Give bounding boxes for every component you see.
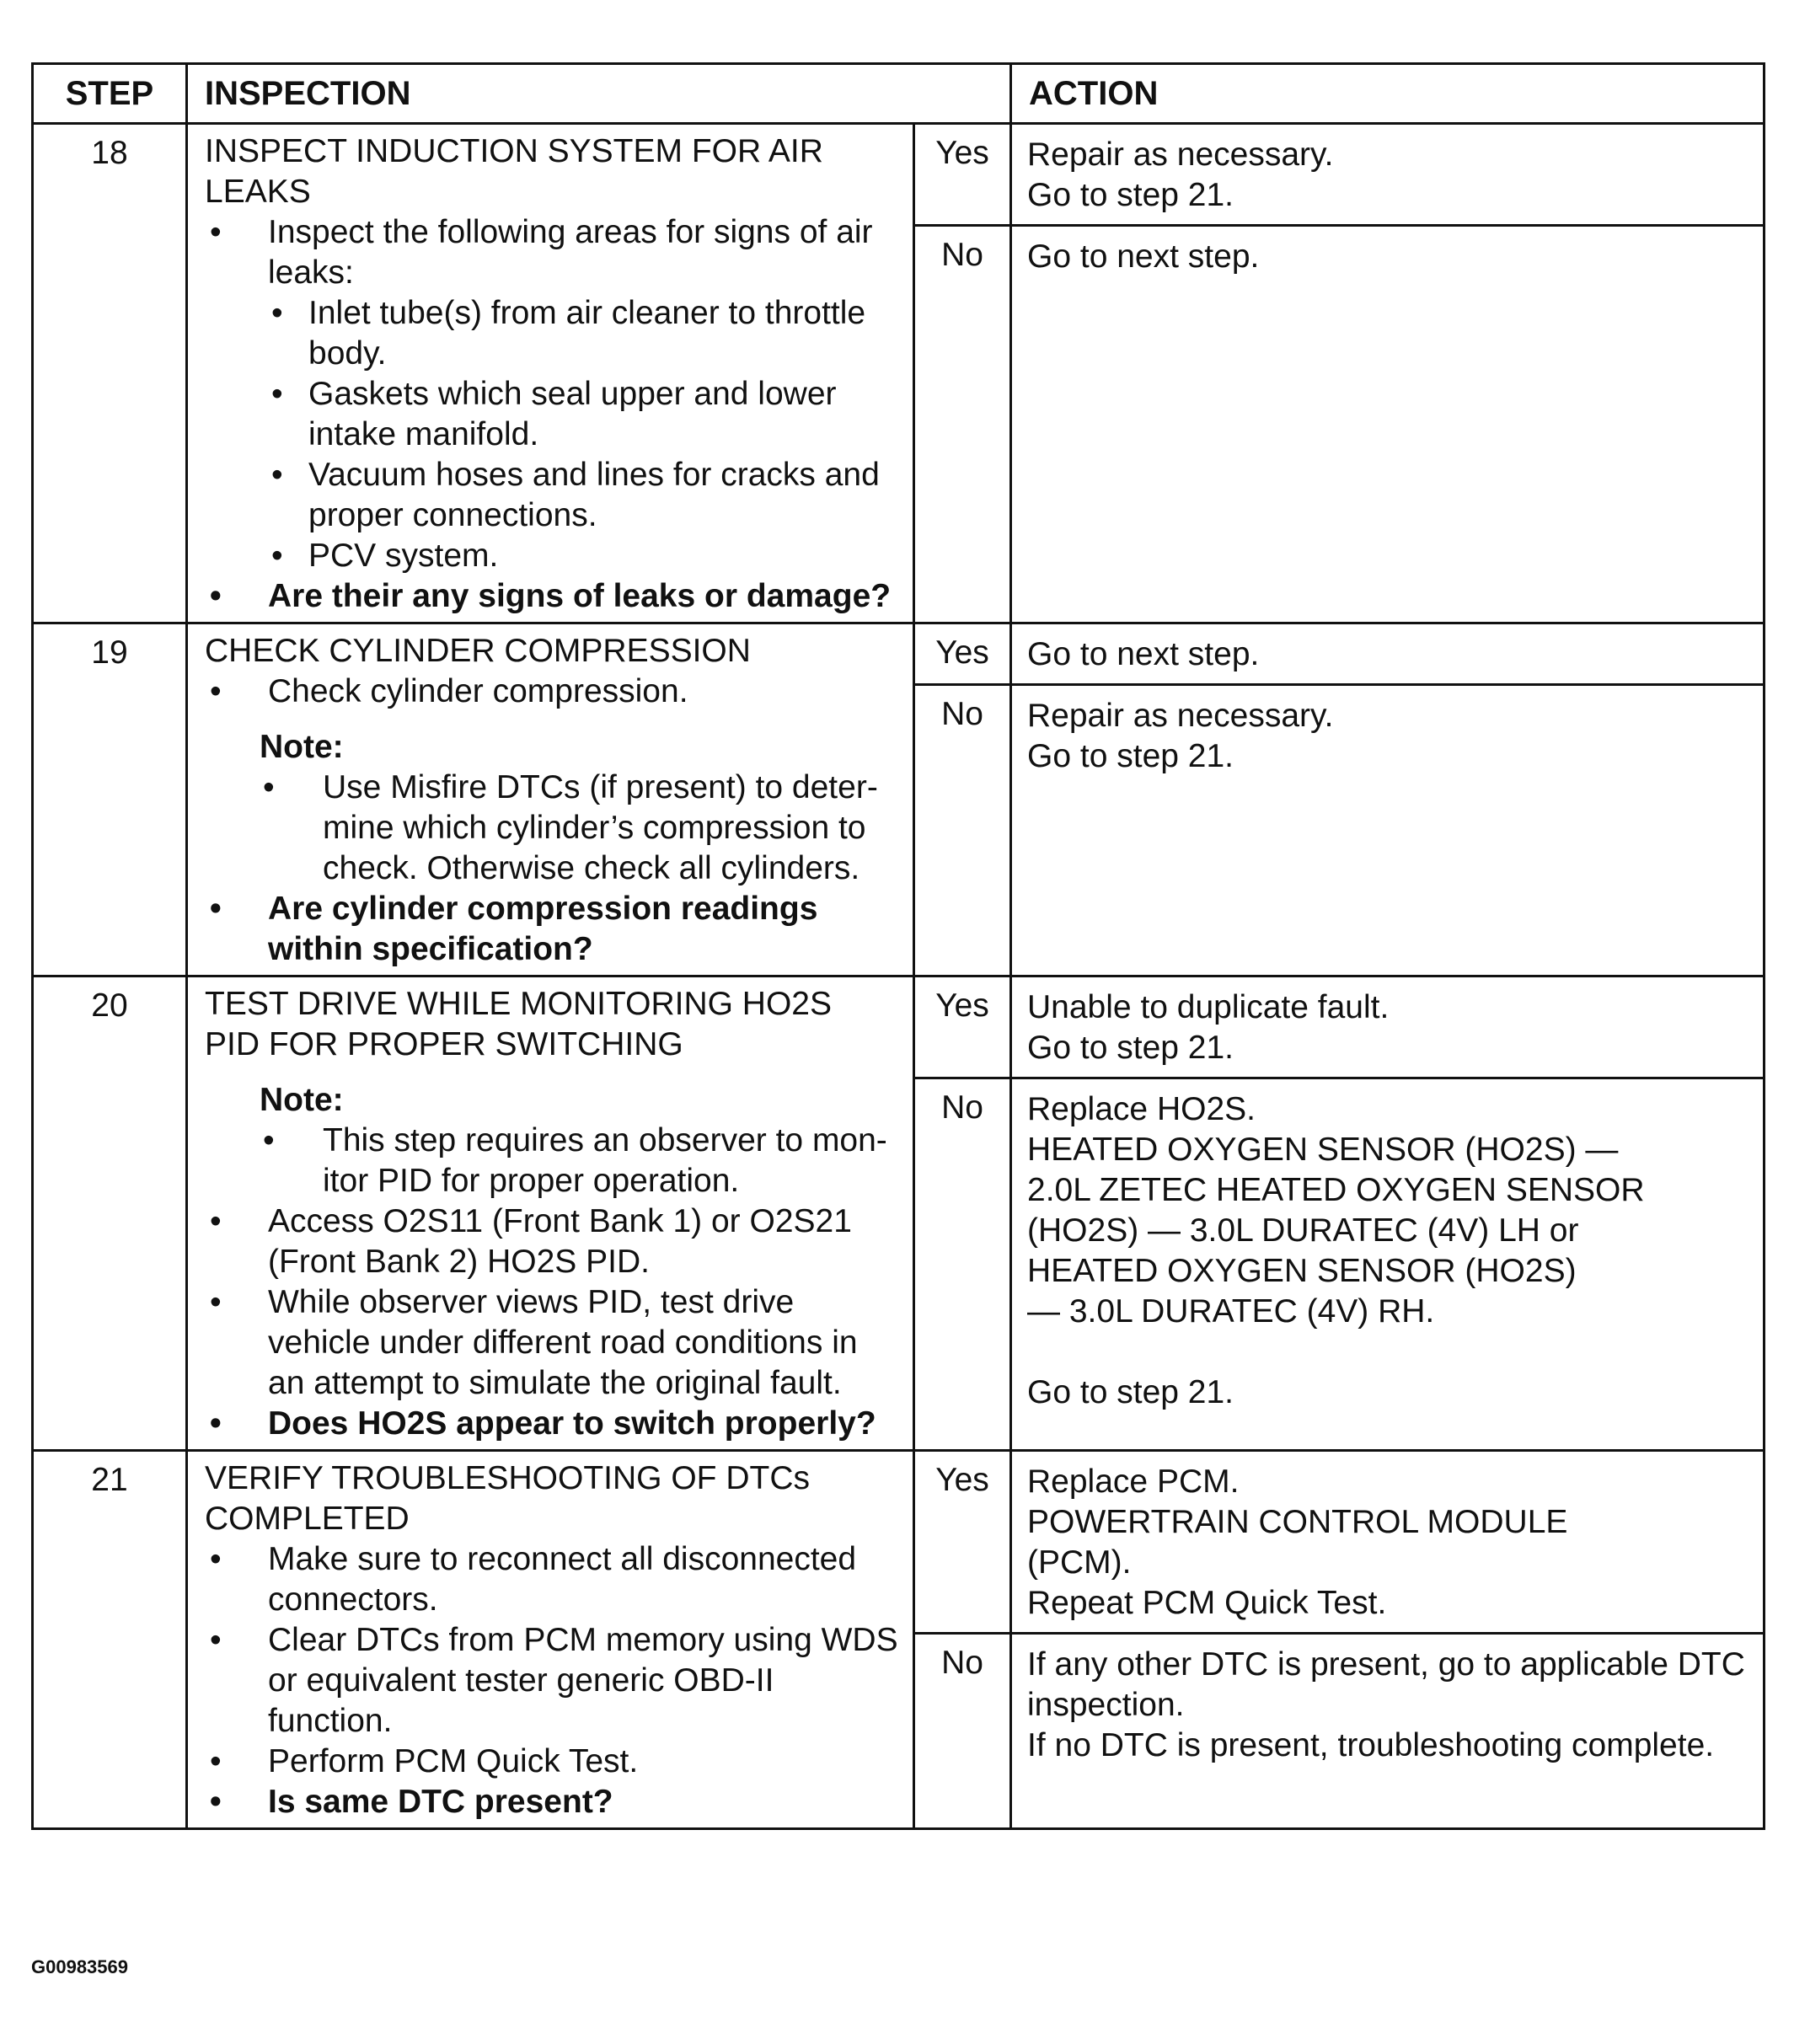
list-item: • Clear DTCs from PCM memory using WDS or equivalent tester generic OBD-II function. xyxy=(205,1620,899,1742)
note-list xyxy=(260,1121,899,1201)
step-number: 20 xyxy=(33,977,187,1451)
no-action: Go to next step. xyxy=(1011,226,1765,623)
no-label: No xyxy=(914,1078,1011,1451)
figure-code: G00983569 xyxy=(31,1956,128,1977)
step-21-inspection xyxy=(187,1451,914,1829)
step-title: VERIFY TROUBLESHOOTING OF DTCs COMPLETED xyxy=(205,1460,810,1537)
no-label: No xyxy=(914,1634,1011,1829)
step-19-inspection xyxy=(187,623,914,977)
list-item: • Gaskets which seal upper and lower intake manifold. xyxy=(268,374,899,455)
yes-label: Yes xyxy=(914,124,1011,226)
step-18-inspection xyxy=(187,124,914,623)
list-item: • Use Misfire DTCs (if present) to deter-mine which cylinder’s compression to check. Otherwise check all cylinders. xyxy=(260,768,899,889)
diagnostic-table-sheet xyxy=(31,62,1763,1830)
yes-action: Replace PCM. POWERTRAIN CONTROL MODULE (PCM). Repeat PCM Quick Test. xyxy=(1011,1451,1765,1634)
bullet-list xyxy=(205,889,899,970)
yes-action: Go to next step. xyxy=(1011,623,1765,685)
list-item: • Check cylinder compression. xyxy=(205,672,899,712)
step-title: CHECK CYLINDER COMPRESSION xyxy=(205,633,751,669)
list-item: • Make sure to reconnect all disconnected connectors. xyxy=(205,1539,899,1620)
diagnostic-table xyxy=(31,62,1765,1830)
no-action: Replace HO2S. HEATED OXYGEN SENSOR (HO2S) — 2.0L ZETEC HEATED OXYGEN SENSOR (HO2S) — 3.0L DURATEC (4V) LH or HEATED OXYGEN SENSOR (HO2S) — 3.0L DURATEC (4V) RH. Go to step 21. xyxy=(1011,1078,1765,1451)
yes-label: Yes xyxy=(914,623,1011,685)
header-inspection: INSPECTION xyxy=(187,64,1011,124)
yes-label: Yes xyxy=(914,1451,1011,1634)
list-item: • Inspect the following areas for signs of air leaks: • Inlet tube(s) from air cleaner to throttle body. • Gaskets which seal upper and lower intake manifold. • Vacuum hoses and lines for cracks and proper connections. • PCV system. xyxy=(205,212,899,576)
step-title: TEST DRIVE WHILE MONITORING HO2S PID FOR PROPER SWITCHING xyxy=(205,986,832,1062)
bullet-list xyxy=(205,1539,899,1822)
note-block xyxy=(260,1080,899,1201)
note-label: Note: xyxy=(260,1082,344,1118)
list-item: • Perform PCM Quick Test. xyxy=(205,1742,899,1782)
yes-action: Repair as necessary. Go to step 21. xyxy=(1011,124,1765,226)
list-item: • Vacuum hoses and lines for cracks and proper connections. xyxy=(268,455,899,536)
step-number: 21 xyxy=(33,1451,187,1829)
table-header-row xyxy=(33,64,1765,124)
no-action: If any other DTC is present, go to applicable DTC inspection. If no DTC is present, troubleshooting complete. xyxy=(1011,1634,1765,1829)
note-block xyxy=(260,727,899,889)
note-label: Note: xyxy=(260,729,344,765)
question: • Is same DTC present? xyxy=(205,1782,899,1822)
no-label: No xyxy=(914,685,1011,977)
header-action: ACTION xyxy=(1011,64,1765,124)
sub-bullet-list xyxy=(268,293,899,576)
step-18-yes-row xyxy=(33,124,1765,226)
bullet-list xyxy=(205,212,899,617)
list-item: • While observer views PID, test drive vehicle under different road conditions in an attempt to simulate the original fault. xyxy=(205,1282,899,1404)
yes-label: Yes xyxy=(914,977,1011,1078)
yes-action: Unable to duplicate fault. Go to step 21. xyxy=(1011,977,1765,1078)
step-20-yes-row xyxy=(33,977,1765,1078)
header-step: STEP xyxy=(33,64,187,124)
step-number: 19 xyxy=(33,623,187,977)
step-title: INSPECT INDUCTION SYSTEM FOR AIR LEAKS xyxy=(205,133,823,210)
question: • Does HO2S appear to switch properly? xyxy=(205,1404,899,1444)
bullet-list xyxy=(205,672,899,712)
step-21-yes-row xyxy=(33,1451,1765,1634)
question: • Are cylinder compression readings within specification? xyxy=(205,889,899,970)
question: • Are their any signs of leaks or damage? xyxy=(205,576,899,617)
list-item: • Inlet tube(s) from air cleaner to throttle body. xyxy=(268,293,899,374)
no-label: No xyxy=(914,226,1011,623)
step-number: 18 xyxy=(33,124,187,623)
step-19-yes-row xyxy=(33,623,1765,685)
list-item: • Access O2S11 (Front Bank 1) or O2S21 (Front Bank 2) HO2S PID. xyxy=(205,1201,899,1282)
no-action: Repair as necessary. Go to step 21. xyxy=(1011,685,1765,977)
step-20-inspection xyxy=(187,977,914,1451)
list-item: • This step requires an observer to mon-itor PID for proper operation. xyxy=(260,1121,899,1201)
list-item: • PCV system. xyxy=(268,536,899,576)
bullet-list xyxy=(205,1201,899,1444)
note-list xyxy=(260,768,899,889)
